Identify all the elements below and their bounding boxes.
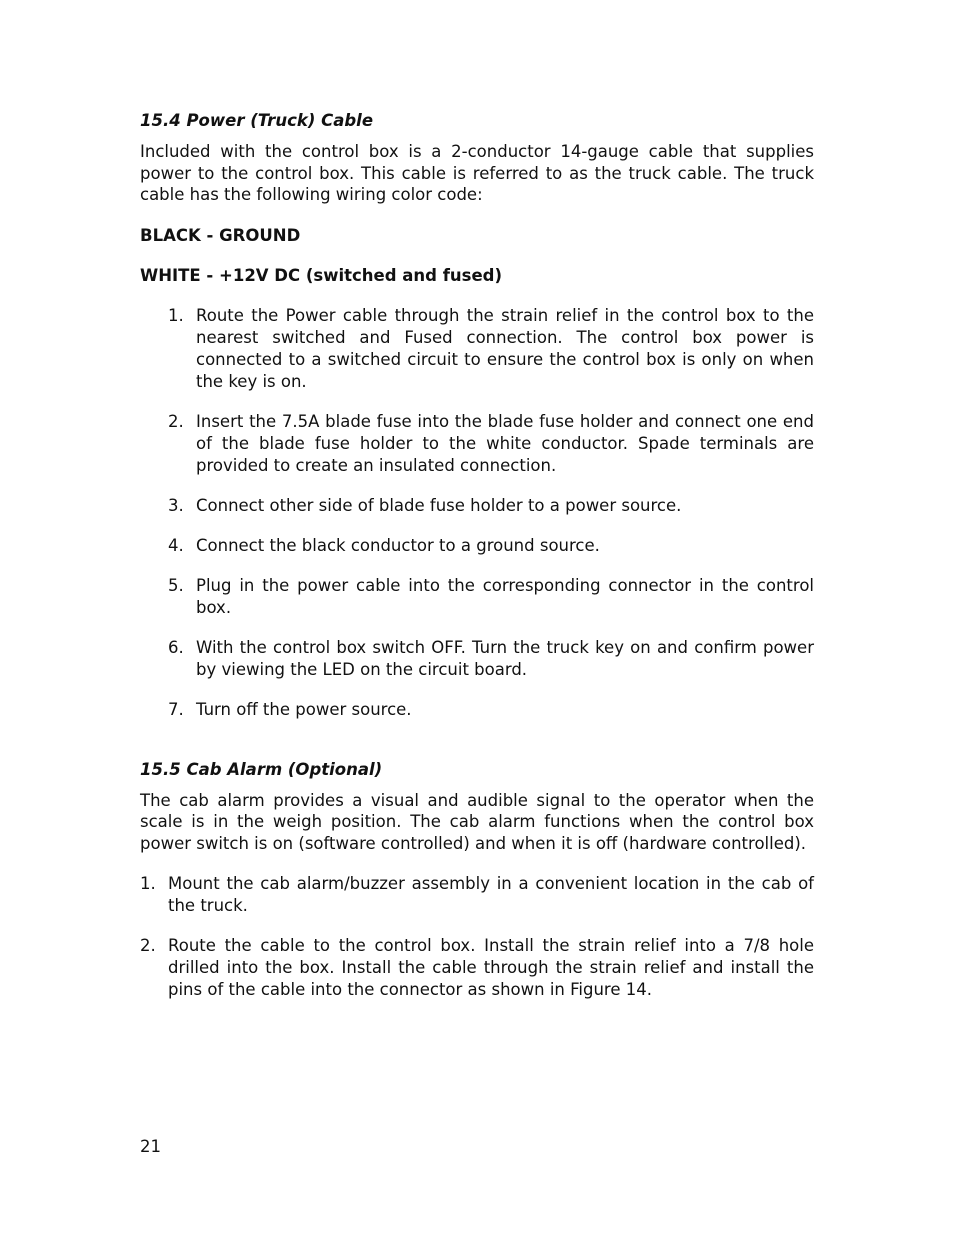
step-number: 2.: [168, 411, 184, 431]
section-cab-alarm: [140, 759, 814, 1002]
power-cable-steps: [140, 305, 814, 721]
step-text: Route the cable to the control box. Install the strain relief into a 7/8 hole drilled into the box. Install the cable through the strain relief and install the pins of the cable into the connector as shown in Figure 14.: [168, 936, 814, 999]
color-code-black: BLACK - GROUND: [140, 225, 301, 245]
step-number: 3.: [168, 495, 184, 515]
step-text: Connect other side of blade fuse holder to a power source.: [196, 495, 682, 515]
step-number: 6.: [168, 637, 184, 657]
list-item: [140, 305, 814, 393]
step-number: 1.: [140, 874, 156, 893]
list-item: [140, 935, 814, 1001]
step-text: Plug in the power cable into the corresponding connector in the control box.: [196, 575, 814, 617]
step-number: 4.: [168, 535, 184, 555]
list-item: [140, 575, 814, 619]
step-text: Route the Power cable through the strain relief in the control box to the nearest switched and Fused connection. The control box power is connected to a switched circuit to ensure the control box is only on when the key is on.: [196, 305, 814, 391]
section-spacer: [140, 739, 814, 759]
section-heading: 15.4 Power (Truck) Cable: [140, 111, 374, 130]
list-item: [140, 699, 814, 721]
color-code-white: WHITE - +12V DC (switched and fused): [140, 265, 503, 285]
list-item: [140, 637, 814, 681]
step-text: Turn off the power source.: [196, 699, 412, 719]
section-heading: 15.5 Cab Alarm (Optional): [140, 759, 383, 779]
step-text: With the control box switch OFF. Turn the truck key on and confirm power by viewing the LED on the circuit board.: [196, 637, 814, 679]
step-number: 7.: [168, 699, 184, 719]
step-number: 1.: [168, 305, 184, 325]
step-text: Insert the 7.5A blade fuse into the blade fuse holder and connect one end of the blade fuse holder to the white conductor. Spade terminals are provided to create an insulated connection.: [196, 411, 814, 475]
section-power-truck-cable: [140, 110, 814, 721]
page-content: [140, 110, 814, 1019]
step-number: 5.: [168, 575, 184, 595]
list-item: [140, 873, 814, 917]
step-number: 2.: [140, 936, 156, 955]
cab-alarm-steps: [140, 873, 814, 1001]
list-item: [140, 535, 814, 557]
page-number: 21: [140, 1137, 161, 1156]
step-text: Connect the black conductor to a ground source.: [196, 535, 600, 555]
section-intro: Included with the control box is a 2-conductor 14-gauge cable that supplies power to the control box. This cable is referred to as the truck cable. The truck cable has the following wiring color code:: [140, 142, 814, 204]
step-text: Mount the cab alarm/buzzer assembly in a convenient location in the cab of the truck.: [168, 874, 814, 915]
section-intro: The cab alarm provides a visual and audible signal to the operator when the scale is in the weigh position. The cab alarm functions when the control box power switch is on (software controlled) and when it is off (hardware controlled).: [140, 790, 814, 853]
list-item: [140, 411, 814, 477]
list-item: [140, 495, 814, 517]
